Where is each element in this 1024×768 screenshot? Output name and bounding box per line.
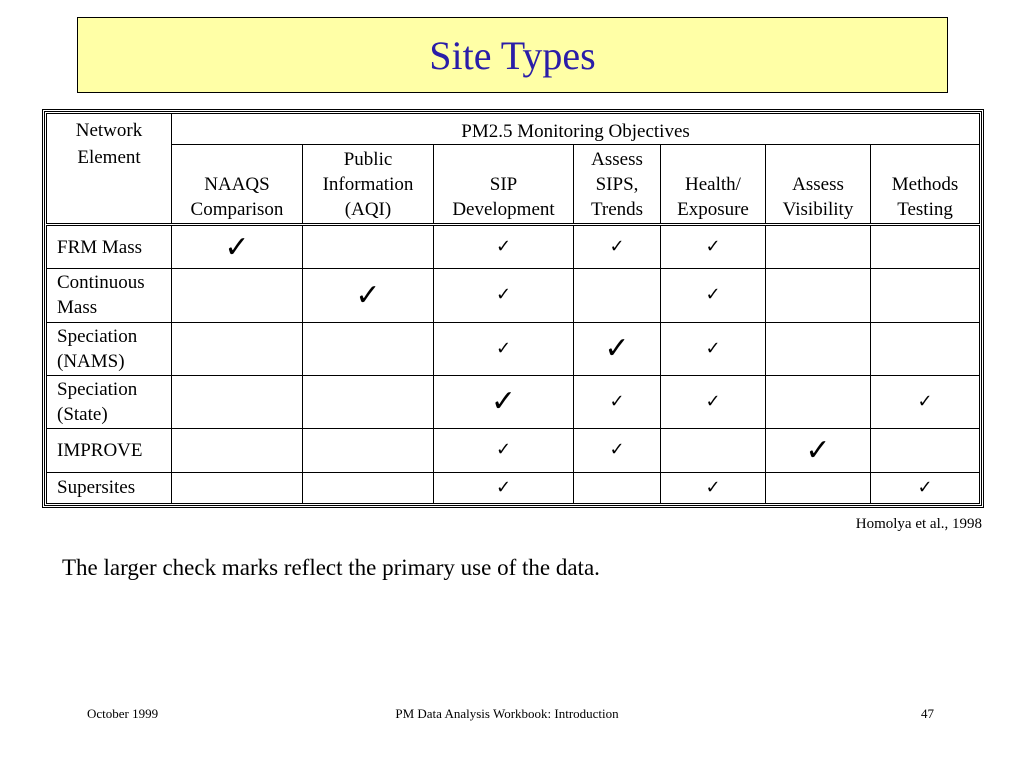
table-row: [47, 472, 980, 503]
row-label: Speciation (State): [47, 375, 172, 428]
table-cell: [434, 225, 574, 269]
small-check-icon: ✓: [917, 476, 933, 498]
table-cell: [172, 225, 303, 269]
large-check-icon: ✓: [805, 432, 831, 468]
table-cell: [303, 225, 434, 269]
small-check-icon: ✓: [705, 284, 721, 306]
table-cell: [172, 322, 303, 375]
citation: Homolya et al., 1998: [855, 516, 982, 532]
table-cell: [303, 375, 434, 428]
row-label: Speciation (NAMS): [47, 322, 172, 375]
column-header: Methods Testing: [871, 145, 980, 225]
table-cell: [434, 472, 574, 503]
table-cell: [172, 428, 303, 472]
table-cell: [661, 428, 766, 472]
table-cell: [661, 322, 766, 375]
row-label: FRM Mass: [47, 225, 172, 269]
table-cell: [871, 428, 980, 472]
column-header: NAAQS Comparison: [172, 145, 303, 225]
table-row: [47, 428, 980, 472]
large-check-icon: ✓: [224, 229, 250, 265]
large-check-icon: ✓: [355, 277, 381, 313]
table-cell: [303, 472, 434, 503]
table-cell: [574, 269, 661, 322]
table-cell: [661, 472, 766, 503]
table-cell: [766, 428, 871, 472]
title-banner: [77, 17, 948, 93]
table-cell: [172, 472, 303, 503]
table-row: [47, 375, 980, 428]
table-cell: [871, 322, 980, 375]
table-cell: [574, 428, 661, 472]
table-cell: [766, 225, 871, 269]
small-check-icon: ✓: [495, 439, 512, 461]
table-cell: [172, 269, 303, 322]
large-check-icon: ✓: [604, 331, 630, 367]
table-cell: [871, 472, 980, 503]
page-number: 47: [921, 706, 934, 721]
table-cell: [871, 375, 980, 428]
small-check-icon: ✓: [705, 476, 721, 498]
table-cell: [871, 269, 980, 322]
row-label: Continuous Mass: [47, 269, 172, 322]
column-header: Assess SIPS, Trends: [574, 145, 661, 225]
small-check-icon: ✓: [495, 337, 512, 359]
table-cell: [766, 375, 871, 428]
monitoring-objectives-header: PM2.5 Monitoring Objectives: [172, 114, 980, 145]
column-header: Public Information (AQI): [303, 145, 434, 225]
column-header: SIP Development: [434, 145, 574, 225]
small-check-icon: ✓: [609, 390, 625, 412]
site-types-table: [46, 113, 980, 504]
table-cell: [434, 375, 574, 428]
table-row: [47, 322, 980, 375]
footnote-text: The larger check marks reflect the primary use of the data.: [62, 555, 600, 580]
table-cell: [661, 375, 766, 428]
small-check-icon: ✓: [495, 284, 512, 306]
table-cell: [574, 225, 661, 269]
table-cell: [661, 269, 766, 322]
small-check-icon: ✓: [495, 236, 512, 258]
table-row: [47, 269, 980, 322]
small-check-icon: ✓: [609, 236, 625, 258]
table-cell: [661, 225, 766, 269]
small-check-icon: ✓: [705, 236, 721, 258]
table-cell: [434, 269, 574, 322]
table-cell: [303, 322, 434, 375]
small-check-icon: ✓: [705, 337, 721, 359]
table-cell: [303, 428, 434, 472]
table-cell: [766, 322, 871, 375]
table-cell: [574, 322, 661, 375]
table-cell: [871, 225, 980, 269]
slide-title: Site Types: [429, 32, 596, 78]
column-header: Health/ Exposure: [661, 145, 766, 225]
table-cell: [766, 269, 871, 322]
large-check-icon: ✓: [490, 384, 517, 420]
table-cell: [172, 375, 303, 428]
table-row: [47, 225, 980, 269]
small-check-icon: ✓: [917, 390, 933, 412]
footer-date: October 1999: [87, 706, 159, 721]
small-check-icon: ✓: [705, 390, 721, 412]
network-element-header: Network Element: [47, 114, 172, 225]
small-check-icon: ✓: [495, 476, 512, 498]
table-cell: [574, 472, 661, 503]
row-label: Supersites: [47, 472, 172, 503]
footer-title: PM Data Analysis Workbook: Introduction: [395, 706, 619, 721]
table-cell: [303, 269, 434, 322]
table-cell: [766, 472, 871, 503]
table-cell: [574, 375, 661, 428]
row-label: IMPROVE: [47, 428, 172, 472]
column-header: Assess Visibility: [766, 145, 871, 225]
table-cell: [434, 428, 574, 472]
small-check-icon: ✓: [609, 439, 625, 461]
table-cell: [434, 322, 574, 375]
